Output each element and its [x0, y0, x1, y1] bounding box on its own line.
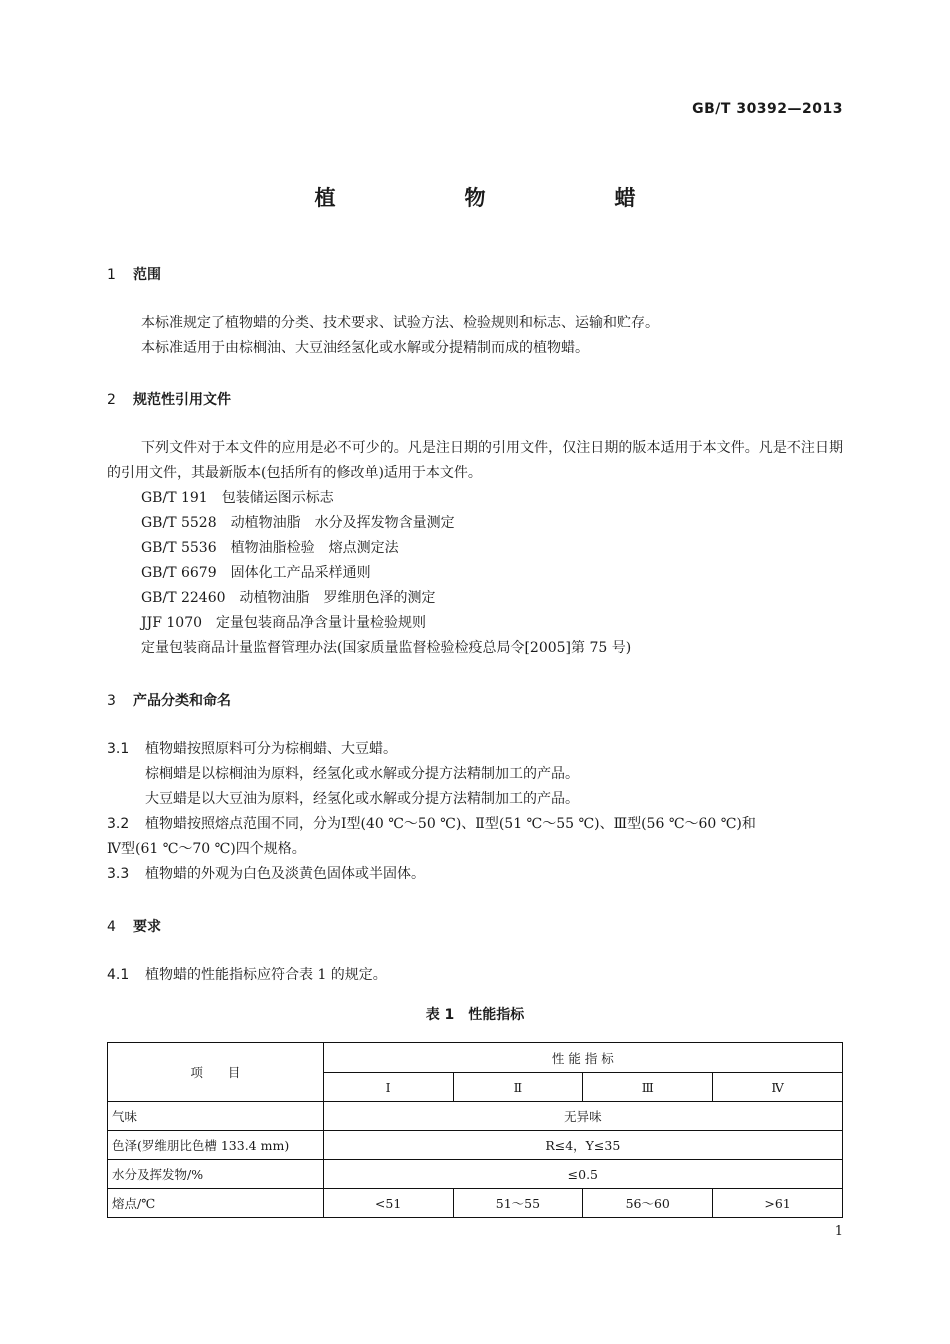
section-heading-1 [107, 264, 161, 284]
section-number: 4 [107, 919, 116, 935]
reference-item: GB/T 191 包装储运图示标志 [141, 490, 334, 506]
reference-item: GB/T 5528 动植物油脂 水分及挥发物含量测定 [141, 515, 455, 531]
section-number: 2 [107, 392, 116, 408]
table-row [108, 1160, 843, 1189]
performance-table [107, 1042, 843, 1218]
row-value-cell: 51～55 [453, 1189, 583, 1218]
type-header-cell: Ⅰ [323, 1073, 453, 1102]
row-value-cell: ≤0.5 [323, 1160, 842, 1189]
clause-number: 3.2 [107, 816, 130, 832]
type-header-cell: Ⅱ [453, 1073, 583, 1102]
table-caption: 表 1 性能指标 [425, 1007, 525, 1023]
row-label-cell: 水分及挥发物/% [108, 1160, 324, 1189]
section-number: 1 [107, 267, 116, 283]
reference-item: 定量包装商品计量监督管理办法(国家质量监督检验检疫总局令[2005]第 75 号) [141, 640, 632, 656]
clause-text: 植物蜡的性能指标应符合表 1 的规定。 [145, 967, 387, 983]
table-header-row [108, 1043, 843, 1073]
section-title: 规范性引用文件 [133, 392, 231, 408]
clause-continuation: Ⅳ型(61 ℃～70 ℃)四个规格。 [107, 841, 306, 857]
clause-4-1 [107, 963, 387, 988]
table-row [108, 1131, 843, 1160]
clause-text: 植物蜡的外观为白色及淡黄色固体或半固体。 [145, 866, 425, 882]
section-title: 产品分类和命名 [133, 693, 231, 709]
row-label-cell: 色泽(罗维朋比色槽 133.4 mm) [108, 1131, 324, 1160]
header-item-cell: 项 目 [108, 1043, 324, 1102]
row-value-cell: >61 [713, 1189, 843, 1218]
page-number: 1 [834, 1224, 843, 1239]
row-value-cell: 56～60 [583, 1189, 713, 1218]
paragraph: 本标准规定了植物蜡的分类、技术要求、试验方法、检验规则和标志、运输和贮存。 [141, 315, 659, 331]
paragraph: 本标准适用于由棕榈油、大豆油经氢化或水解或分提精制而成的植物蜡。 [141, 340, 589, 356]
reference-item: GB/T 22460 动植物油脂 罗维朋色泽的测定 [141, 590, 436, 606]
row-value-cell: R≤4，Y≤35 [323, 1131, 842, 1160]
header-group-cell: 性 能 指 标 [323, 1043, 842, 1073]
reference-item: GB/T 5536 植物油脂检验 熔点测定法 [141, 540, 399, 556]
document-title: 植 物 蜡 [314, 186, 690, 210]
clause-number: 3.1 [107, 741, 130, 757]
clause-number: 4.1 [107, 967, 130, 983]
clause-number: 3.3 [107, 866, 130, 882]
row-label-cell: 气味 [108, 1102, 324, 1131]
clause-text: 植物蜡按照熔点范围不同，分为Ⅰ型(40 ℃～50 ℃)、Ⅱ型(51 ℃～55 ℃)、Ⅲ型(56 ℃～60 ℃)和 [145, 816, 756, 832]
standard-code: GB/T 30392—2013 [692, 101, 843, 117]
paragraph: 棕榈蜡是以棕榈油为原料，经氢化或水解或分提方法精制加工的产品。 [145, 766, 579, 782]
row-value-cell: <51 [323, 1189, 453, 1218]
table-row [108, 1102, 843, 1131]
section-heading-4 [107, 916, 161, 936]
reference-item: JJF 1070 定量包装商品净含量计量检验规则 [141, 615, 427, 631]
clause-3-2 [107, 812, 756, 837]
reference-item: GB/T 6679 固体化工产品采样通则 [141, 565, 371, 581]
row-label-cell: 熔点/℃ [108, 1189, 324, 1218]
type-header-cell: Ⅲ [583, 1073, 713, 1102]
paragraph: 下列文件对于本文件的应用是必不可少的。凡是注日期的引用文件，仅注日期的版本适用于本文件。凡是不注日期的引用文件，其最新版本(包括所有的修改单)适用于本文件。 [107, 440, 843, 481]
clause-3-3 [107, 862, 425, 887]
section-heading-3 [107, 690, 231, 710]
table-row [108, 1189, 843, 1218]
section-title: 要求 [133, 919, 161, 935]
paragraph: 大豆蜡是以大豆油为原料，经氢化或水解或分提方法精制加工的产品。 [145, 791, 579, 807]
section-title: 范围 [133, 267, 161, 283]
clause-3-1 [107, 737, 397, 762]
section-number: 3 [107, 693, 116, 709]
type-header-cell: Ⅳ [713, 1073, 843, 1102]
row-value-cell: 无异味 [323, 1102, 842, 1131]
clause-text: 植物蜡按照原料可分为棕榈蜡、大豆蜡。 [145, 741, 397, 757]
section-heading-2 [107, 389, 231, 409]
